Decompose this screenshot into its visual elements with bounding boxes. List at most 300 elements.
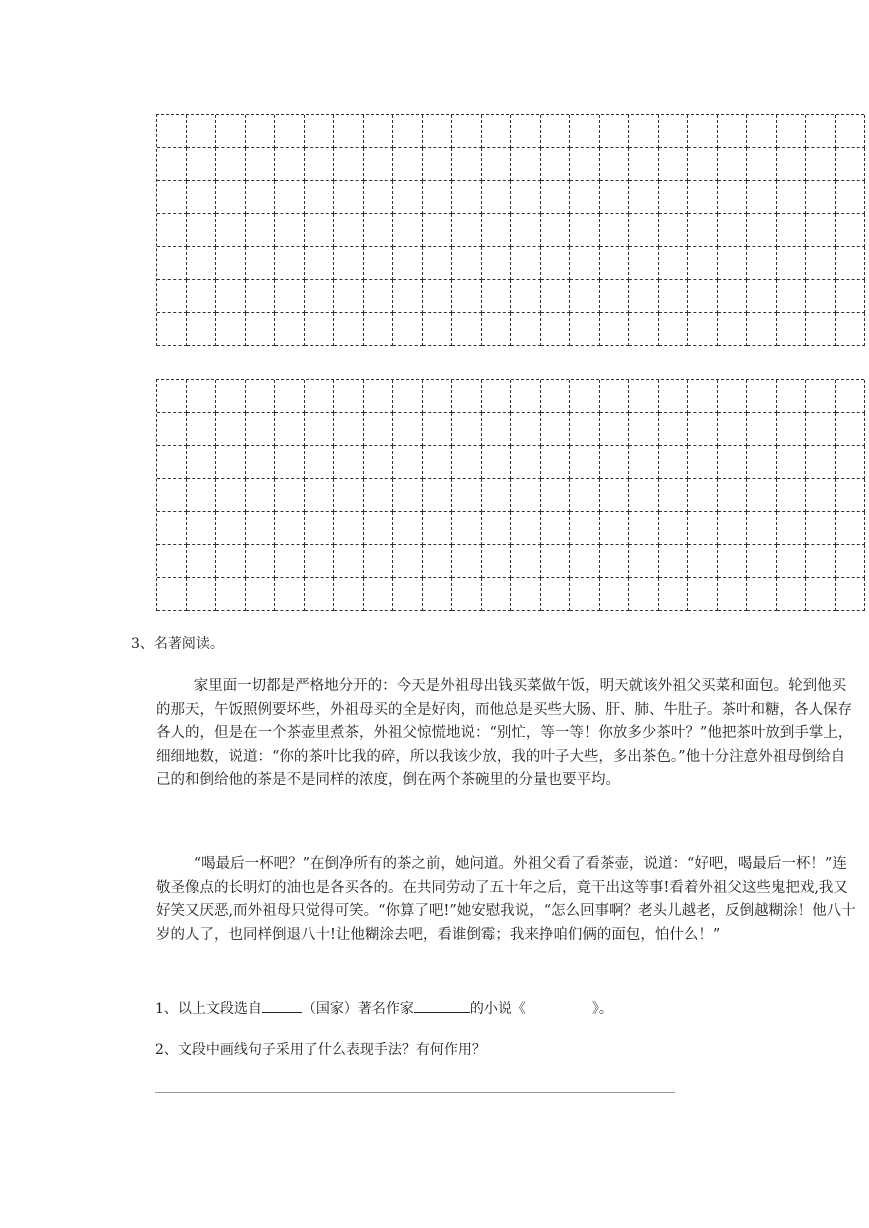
grid-cell[interactable]: [246, 115, 276, 148]
grid-cell[interactable]: [216, 280, 246, 313]
grid-cell[interactable]: [275, 578, 305, 611]
grid-cell[interactable]: [836, 181, 866, 214]
grid-cell[interactable]: [541, 413, 571, 446]
grid-cell[interactable]: [777, 313, 807, 346]
grid-cell[interactable]: [511, 413, 541, 446]
grid-cell[interactable]: [216, 247, 246, 280]
grid-cell[interactable]: [659, 380, 689, 413]
grid-cell[interactable]: [305, 413, 335, 446]
grid-cell[interactable]: [836, 115, 866, 148]
grid-cell[interactable]: [806, 280, 836, 313]
grid-cell[interactable]: [157, 247, 187, 280]
grid-cell[interactable]: [364, 313, 394, 346]
grid-cell[interactable]: [393, 214, 423, 247]
grid-cell[interactable]: [423, 512, 453, 545]
grid-cell[interactable]: [541, 280, 571, 313]
grid-cell[interactable]: [836, 578, 866, 611]
grid-cell[interactable]: [452, 380, 482, 413]
grid-cell[interactable]: [393, 313, 423, 346]
grid-cell[interactable]: [364, 380, 394, 413]
grid-cell[interactable]: [777, 148, 807, 181]
grid-cell[interactable]: [511, 479, 541, 512]
grid-cell[interactable]: [511, 446, 541, 479]
grid-cell[interactable]: [600, 280, 630, 313]
grid-cell[interactable]: [718, 545, 748, 578]
grid-cell[interactable]: [511, 247, 541, 280]
grid-cell[interactable]: [393, 247, 423, 280]
grid-cell[interactable]: [482, 148, 512, 181]
grid-cell[interactable]: [570, 247, 600, 280]
grid-cell[interactable]: [482, 545, 512, 578]
grid-cell[interactable]: [629, 380, 659, 413]
grid-cell[interactable]: [777, 578, 807, 611]
grid-cell[interactable]: [541, 545, 571, 578]
grid-cell[interactable]: [718, 446, 748, 479]
grid-cell[interactable]: [364, 413, 394, 446]
grid-cell[interactable]: [806, 380, 836, 413]
grid-cell[interactable]: [688, 512, 718, 545]
grid-cell[interactable]: [836, 446, 866, 479]
grid-cell[interactable]: [275, 380, 305, 413]
grid-cell[interactable]: [747, 479, 777, 512]
grid-cell[interactable]: [659, 512, 689, 545]
grid-cell[interactable]: [275, 313, 305, 346]
grid-cell[interactable]: [747, 446, 777, 479]
grid-cell[interactable]: [364, 545, 394, 578]
grid-cell[interactable]: [747, 148, 777, 181]
grid-cell[interactable]: [216, 512, 246, 545]
grid-cell[interactable]: [541, 115, 571, 148]
grid-cell[interactable]: [541, 446, 571, 479]
grid-cell[interactable]: [364, 148, 394, 181]
grid-cell[interactable]: [806, 512, 836, 545]
grid-cell[interactable]: [216, 413, 246, 446]
grid-cell[interactable]: [423, 115, 453, 148]
grid-cell[interactable]: [334, 578, 364, 611]
grid-cell[interactable]: [570, 578, 600, 611]
grid-cell[interactable]: [836, 512, 866, 545]
grid-cell[interactable]: [157, 380, 187, 413]
grid-cell[interactable]: [364, 214, 394, 247]
grid-cell[interactable]: [364, 479, 394, 512]
grid-cell[interactable]: [275, 247, 305, 280]
grid-cell[interactable]: [718, 413, 748, 446]
grid-cell[interactable]: [423, 413, 453, 446]
grid-cell[interactable]: [482, 380, 512, 413]
grid-cell[interactable]: [364, 181, 394, 214]
grid-cell[interactable]: [836, 479, 866, 512]
grid-cell[interactable]: [334, 148, 364, 181]
grid-cell[interactable]: [216, 446, 246, 479]
grid-cell[interactable]: [541, 479, 571, 512]
grid-cell[interactable]: [364, 446, 394, 479]
grid-cell[interactable]: [187, 545, 217, 578]
answer-line[interactable]: [155, 1092, 675, 1093]
grid-cell[interactable]: [216, 115, 246, 148]
grid-cell[interactable]: [777, 214, 807, 247]
grid-cell[interactable]: [836, 247, 866, 280]
grid-cell[interactable]: [659, 115, 689, 148]
grid-cell[interactable]: [246, 181, 276, 214]
grid-cell[interactable]: [806, 545, 836, 578]
grid-cell[interactable]: [806, 247, 836, 280]
grid-cell[interactable]: [570, 545, 600, 578]
grid-cell[interactable]: [482, 479, 512, 512]
grid-cell[interactable]: [482, 181, 512, 214]
grid-cell[interactable]: [187, 214, 217, 247]
grid-cell[interactable]: [688, 413, 718, 446]
grid-cell[interactable]: [423, 148, 453, 181]
grid-cell[interactable]: [718, 479, 748, 512]
grid-cell[interactable]: [216, 545, 246, 578]
grid-cell[interactable]: [629, 280, 659, 313]
grid-cell[interactable]: [836, 148, 866, 181]
grid-cell[interactable]: [747, 545, 777, 578]
grid-cell[interactable]: [688, 214, 718, 247]
grid-cell[interactable]: [541, 148, 571, 181]
grid-cell[interactable]: [541, 181, 571, 214]
grid-cell[interactable]: [659, 280, 689, 313]
grid-cell[interactable]: [629, 181, 659, 214]
grid-cell[interactable]: [836, 545, 866, 578]
grid-cell[interactable]: [688, 545, 718, 578]
grid-cell[interactable]: [452, 512, 482, 545]
grid-cell[interactable]: [187, 578, 217, 611]
grid-cell[interactable]: [688, 247, 718, 280]
grid-cell[interactable]: [334, 115, 364, 148]
grid-cell[interactable]: [659, 413, 689, 446]
grid-cell[interactable]: [482, 446, 512, 479]
grid-cell[interactable]: [777, 479, 807, 512]
grid-cell[interactable]: [806, 578, 836, 611]
grid-cell[interactable]: [600, 214, 630, 247]
grid-cell[interactable]: [393, 446, 423, 479]
grid-cell[interactable]: [511, 313, 541, 346]
grid-cell[interactable]: [718, 380, 748, 413]
grid-cell[interactable]: [216, 148, 246, 181]
grid-cell[interactable]: [511, 214, 541, 247]
grid-cell[interactable]: [629, 512, 659, 545]
grid-cell[interactable]: [246, 280, 276, 313]
grid-cell[interactable]: [806, 115, 836, 148]
grid-cell[interactable]: [305, 512, 335, 545]
grid-cell[interactable]: [157, 413, 187, 446]
grid-cell[interactable]: [511, 578, 541, 611]
grid-cell[interactable]: [275, 512, 305, 545]
grid-cell[interactable]: [305, 247, 335, 280]
grid-cell[interactable]: [541, 214, 571, 247]
grid-cell[interactable]: [570, 181, 600, 214]
grid-cell[interactable]: [482, 280, 512, 313]
grid-cell[interactable]: [659, 313, 689, 346]
grid-cell[interactable]: [718, 280, 748, 313]
grid-cell[interactable]: [482, 578, 512, 611]
grid-cell[interactable]: [629, 545, 659, 578]
grid-cell[interactable]: [305, 479, 335, 512]
grid-cell[interactable]: [629, 313, 659, 346]
grid-cell[interactable]: [688, 578, 718, 611]
grid-cell[interactable]: [187, 115, 217, 148]
grid-cell[interactable]: [393, 280, 423, 313]
grid-cell[interactable]: [364, 115, 394, 148]
grid-cell[interactable]: [452, 313, 482, 346]
grid-cell[interactable]: [246, 380, 276, 413]
grid-cell[interactable]: [541, 578, 571, 611]
grid-cell[interactable]: [836, 280, 866, 313]
grid-cell[interactable]: [836, 313, 866, 346]
grid-cell[interactable]: [305, 280, 335, 313]
grid-cell[interactable]: [452, 115, 482, 148]
grid-cell[interactable]: [747, 512, 777, 545]
grid-cell[interactable]: [334, 313, 364, 346]
grid-cell[interactable]: [747, 380, 777, 413]
grid-cell[interactable]: [570, 148, 600, 181]
grid-cell[interactable]: [157, 181, 187, 214]
grid-cell[interactable]: [157, 214, 187, 247]
grid-cell[interactable]: [187, 313, 217, 346]
grid-cell[interactable]: [393, 578, 423, 611]
grid-cell[interactable]: [747, 578, 777, 611]
grid-cell[interactable]: [452, 214, 482, 247]
grid-cell[interactable]: [777, 247, 807, 280]
grid-cell[interactable]: [659, 446, 689, 479]
grid-cell[interactable]: [275, 413, 305, 446]
grid-cell[interactable]: [423, 181, 453, 214]
grid-cell[interactable]: [452, 148, 482, 181]
grid-cell[interactable]: [600, 413, 630, 446]
grid-cell[interactable]: [511, 512, 541, 545]
grid-cell[interactable]: [600, 545, 630, 578]
grid-cell[interactable]: [187, 512, 217, 545]
grid-cell[interactable]: [570, 413, 600, 446]
grid-cell[interactable]: [216, 214, 246, 247]
grid-cell[interactable]: [511, 280, 541, 313]
grid-cell[interactable]: [187, 380, 217, 413]
grid-cell[interactable]: [187, 280, 217, 313]
grid-cell[interactable]: [482, 214, 512, 247]
grid-cell[interactable]: [305, 446, 335, 479]
author-blank[interactable]: [414, 998, 470, 1013]
grid-cell[interactable]: [334, 479, 364, 512]
grid-cell[interactable]: [364, 512, 394, 545]
grid-cell[interactable]: [157, 148, 187, 181]
grid-cell[interactable]: [423, 313, 453, 346]
grid-cell[interactable]: [187, 247, 217, 280]
grid-cell[interactable]: [275, 214, 305, 247]
grid-cell[interactable]: [452, 413, 482, 446]
grid-cell[interactable]: [305, 181, 335, 214]
grid-cell[interactable]: [600, 512, 630, 545]
grid-cell[interactable]: [541, 380, 571, 413]
grid-cell[interactable]: [629, 247, 659, 280]
grid-cell[interactable]: [334, 214, 364, 247]
grid-cell[interactable]: [393, 479, 423, 512]
grid-cell[interactable]: [423, 247, 453, 280]
grid-cell[interactable]: [393, 115, 423, 148]
grid-cell[interactable]: [747, 280, 777, 313]
grid-cell[interactable]: [452, 280, 482, 313]
grid-cell[interactable]: [452, 479, 482, 512]
grid-cell[interactable]: [511, 115, 541, 148]
grid-cell[interactable]: [187, 148, 217, 181]
grid-cell[interactable]: [600, 115, 630, 148]
grid-cell[interactable]: [393, 413, 423, 446]
grid-cell[interactable]: [157, 313, 187, 346]
grid-cell[interactable]: [777, 512, 807, 545]
grid-cell[interactable]: [718, 148, 748, 181]
grid-cell[interactable]: [688, 446, 718, 479]
grid-cell[interactable]: [659, 578, 689, 611]
grid-cell[interactable]: [423, 446, 453, 479]
grid-cell[interactable]: [659, 479, 689, 512]
grid-cell[interactable]: [216, 181, 246, 214]
grid-cell[interactable]: [777, 545, 807, 578]
grid-cell[interactable]: [246, 446, 276, 479]
grid-cell[interactable]: [364, 578, 394, 611]
grid-cell[interactable]: [570, 115, 600, 148]
grid-cell[interactable]: [157, 479, 187, 512]
grid-cell[interactable]: [541, 247, 571, 280]
grid-cell[interactable]: [806, 148, 836, 181]
grid-cell[interactable]: [216, 380, 246, 413]
grid-cell[interactable]: [777, 380, 807, 413]
grid-cell[interactable]: [482, 512, 512, 545]
grid-cell[interactable]: [187, 181, 217, 214]
grid-cell[interactable]: [777, 115, 807, 148]
grid-cell[interactable]: [570, 479, 600, 512]
grid-cell[interactable]: [452, 545, 482, 578]
grid-cell[interactable]: [718, 313, 748, 346]
grid-cell[interactable]: [541, 313, 571, 346]
grid-cell[interactable]: [629, 578, 659, 611]
grid-cell[interactable]: [246, 578, 276, 611]
grid-cell[interactable]: [629, 115, 659, 148]
grid-cell[interactable]: [246, 413, 276, 446]
grid-cell[interactable]: [393, 148, 423, 181]
grid-cell[interactable]: [393, 181, 423, 214]
grid-cell[interactable]: [688, 280, 718, 313]
grid-cell[interactable]: [393, 512, 423, 545]
grid-cell[interactable]: [334, 181, 364, 214]
grid-cell[interactable]: [187, 446, 217, 479]
grid-cell[interactable]: [275, 148, 305, 181]
grid-cell[interactable]: [305, 380, 335, 413]
grid-cell[interactable]: [511, 380, 541, 413]
grid-cell[interactable]: [305, 545, 335, 578]
grid-cell[interactable]: [334, 280, 364, 313]
grid-cell[interactable]: [423, 545, 453, 578]
grid-cell[interactable]: [777, 446, 807, 479]
grid-cell[interactable]: [246, 545, 276, 578]
grid-cell[interactable]: [570, 380, 600, 413]
grid-cell[interactable]: [305, 115, 335, 148]
grid-cell[interactable]: [423, 214, 453, 247]
grid-cell[interactable]: [659, 148, 689, 181]
grid-cell[interactable]: [600, 578, 630, 611]
grid-cell[interactable]: [423, 380, 453, 413]
grid-cell[interactable]: [836, 214, 866, 247]
grid-cell[interactable]: [275, 181, 305, 214]
grid-cell[interactable]: [836, 413, 866, 446]
grid-cell[interactable]: [452, 181, 482, 214]
grid-cell[interactable]: [688, 148, 718, 181]
grid-cell[interactable]: [275, 479, 305, 512]
grid-cell[interactable]: [275, 115, 305, 148]
grid-cell[interactable]: [629, 148, 659, 181]
grid-cell[interactable]: [246, 247, 276, 280]
grid-cell[interactable]: [334, 247, 364, 280]
grid-cell[interactable]: [157, 446, 187, 479]
grid-cell[interactable]: [482, 313, 512, 346]
grid-cell[interactable]: [836, 380, 866, 413]
grid-cell[interactable]: [364, 280, 394, 313]
grid-cell[interactable]: [246, 148, 276, 181]
grid-cell[interactable]: [541, 512, 571, 545]
grid-cell[interactable]: [157, 578, 187, 611]
grid-cell[interactable]: [393, 545, 423, 578]
grid-cell[interactable]: [305, 313, 335, 346]
grid-cell[interactable]: [718, 214, 748, 247]
grid-cell[interactable]: [747, 214, 777, 247]
grid-cell[interactable]: [806, 181, 836, 214]
grid-cell[interactable]: [452, 446, 482, 479]
grid-cell[interactable]: [570, 512, 600, 545]
grid-cell[interactable]: [216, 578, 246, 611]
grid-cell[interactable]: [688, 313, 718, 346]
grid-cell[interactable]: [659, 545, 689, 578]
grid-cell[interactable]: [216, 479, 246, 512]
grid-cell[interactable]: [423, 280, 453, 313]
grid-cell[interactable]: [629, 446, 659, 479]
grid-cell[interactable]: [747, 247, 777, 280]
grid-cell[interactable]: [275, 446, 305, 479]
grid-cell[interactable]: [570, 280, 600, 313]
grid-cell[interactable]: [718, 181, 748, 214]
grid-cell[interactable]: [777, 280, 807, 313]
grid-cell[interactable]: [157, 545, 187, 578]
grid-cell[interactable]: [157, 115, 187, 148]
grid-cell[interactable]: [600, 313, 630, 346]
grid-cell[interactable]: [600, 479, 630, 512]
grid-cell[interactable]: [423, 578, 453, 611]
grid-cell[interactable]: [747, 181, 777, 214]
grid-cell[interactable]: [747, 115, 777, 148]
grid-cell[interactable]: [482, 413, 512, 446]
grid-cell[interactable]: [334, 512, 364, 545]
grid-cell[interactable]: [718, 115, 748, 148]
grid-cell[interactable]: [806, 313, 836, 346]
country-blank[interactable]: [262, 998, 302, 1013]
grid-cell[interactable]: [452, 578, 482, 611]
grid-cell[interactable]: [600, 148, 630, 181]
grid-cell[interactable]: [600, 446, 630, 479]
grid-cell[interactable]: [511, 545, 541, 578]
grid-cell[interactable]: [511, 181, 541, 214]
grid-cell[interactable]: [275, 280, 305, 313]
grid-cell[interactable]: [600, 181, 630, 214]
grid-cell[interactable]: [157, 512, 187, 545]
grid-cell[interactable]: [246, 313, 276, 346]
grid-cell[interactable]: [334, 545, 364, 578]
grid-cell[interactable]: [246, 512, 276, 545]
grid-cell[interactable]: [393, 380, 423, 413]
grid-cell[interactable]: [659, 181, 689, 214]
grid-cell[interactable]: [423, 479, 453, 512]
grid-cell[interactable]: [688, 380, 718, 413]
grid-cell[interactable]: [600, 247, 630, 280]
grid-cell[interactable]: [246, 479, 276, 512]
grid-cell[interactable]: [688, 115, 718, 148]
